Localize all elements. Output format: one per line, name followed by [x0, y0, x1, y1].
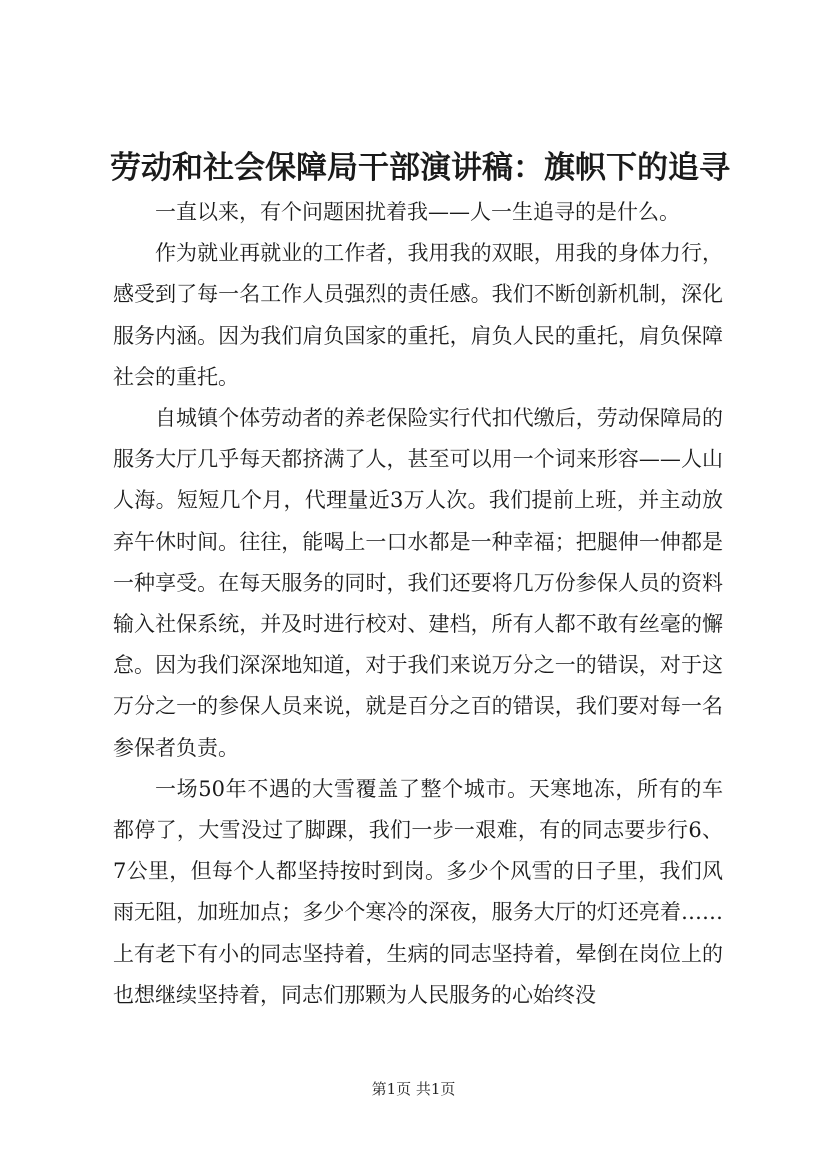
page-footer: 第1页 共1页 — [371, 1080, 456, 1098]
paragraph: 自城镇个体劳动者的养老保险实行代扣代缴后，劳动保障局的服务大厅几乎每天都挤满了人，甚至可以用一个词来形容——人山人海。短短几个月，代理量近3万人次。我们提前上班，并主动放弃午休时间。往往，能喝上一口水都是一种幸福；把腿伸一伸都是一种享受。在每天服务的同时，我们还要将几万份参保人员的资料输入社保系统，并及时进行校对、建档，所有人都不敢有丝毫的懈怠。因为我们深深地知道，对于我们来说万分之一的错误，对于这万分之一的参保人员来说，就是百分之百的错误，我们要对每一名参保者负责。 — [113, 406, 723, 760]
paragraph: 作为就业再就业的工作者，我用我的双眼，用我的身体力行，感受到了每一名工作人员强烈的责任感。我们不断创新机制，深化服务内涵。因为我们肩负国家的重托，肩负人民的重托，肩负保障社会的重托。 — [113, 241, 723, 389]
paragraph: 一直以来，有个问题困扰着我——人一生追寻的是什么。 — [155, 200, 680, 224]
document-body — [113, 192, 723, 1016]
paragraph: 一场50年不遇的大雪覆盖了整个城市。天寒地冻，所有的车都停了，大雪没过了脚踝，我们一步一艰难，有的同志要步行6、7公里，但每个人都坚持按时到岗。多少个风雪的日子里，我们风雨无阻，加班加点；多少个寒冷的深夜，服务大厅的灯还亮着……上有老下有小的同志坚持着，生病的同志坚持着，晕倒在岗位上的也想继续坚持着，同志们那颗为人民服务的心始终没 — [113, 776, 723, 1007]
document-title: 劳动和社会保障局干部演讲稿：旗帜下的追寻 — [110, 150, 730, 186]
